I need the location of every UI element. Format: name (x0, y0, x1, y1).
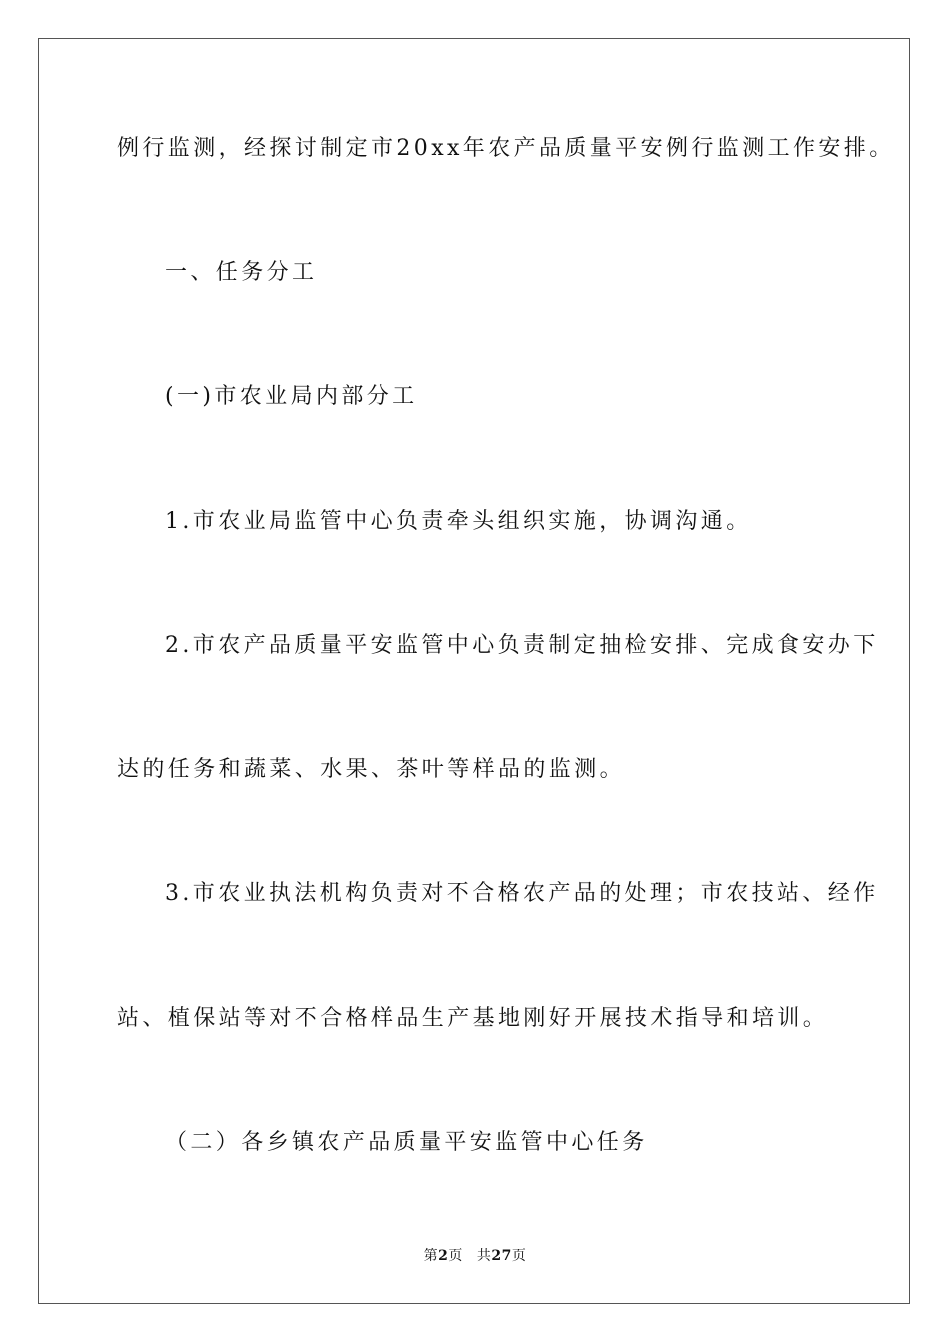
paragraph-line-item-2-cont: 达的任务和蔬菜、水果、茶叶等样品的监测。 (117, 757, 626, 782)
footer-page-suffix: 页 (448, 1248, 463, 1264)
page-border (38, 38, 910, 1304)
footer-total-prefix: 共 (476, 1248, 492, 1264)
subsection-heading-internal-division: (一)市农业局内部分工 (165, 384, 418, 409)
paragraph-line-item-3-cont: 站、植保站等对不合格样品生产基地刚好开展技术指导和培训。 (117, 1006, 829, 1031)
subsection-heading-township-tasks: （二）各乡镇农产品质量平安监管中心任务 (165, 1130, 648, 1155)
paragraph-line-item-2: 2.市农产品质量平安监管中心负责制定抽检安排、完成食安办下 (165, 633, 879, 658)
footer-total-pages: 27 (491, 1248, 512, 1264)
page-footer (0, 1247, 950, 1265)
footer-page-prefix: 第 (423, 1248, 439, 1264)
paragraph-line-item-1: 1.市农业局监管中心负责牵头组织实施，协调沟通。 (165, 509, 752, 534)
section-heading-task-division: 一、任务分工 (165, 260, 318, 285)
paragraph-line-item-3: 3.市农业执法机构负责对不合格农产品的处理；市农技站、经作 (165, 881, 879, 906)
paragraph-line-1: 例行监测，经探讨制定市20xx年农产品质量平安例行监测工作安排。 (117, 136, 895, 161)
footer-page-number: 2 (438, 1248, 449, 1264)
footer-total-suffix: 页 (511, 1248, 527, 1264)
